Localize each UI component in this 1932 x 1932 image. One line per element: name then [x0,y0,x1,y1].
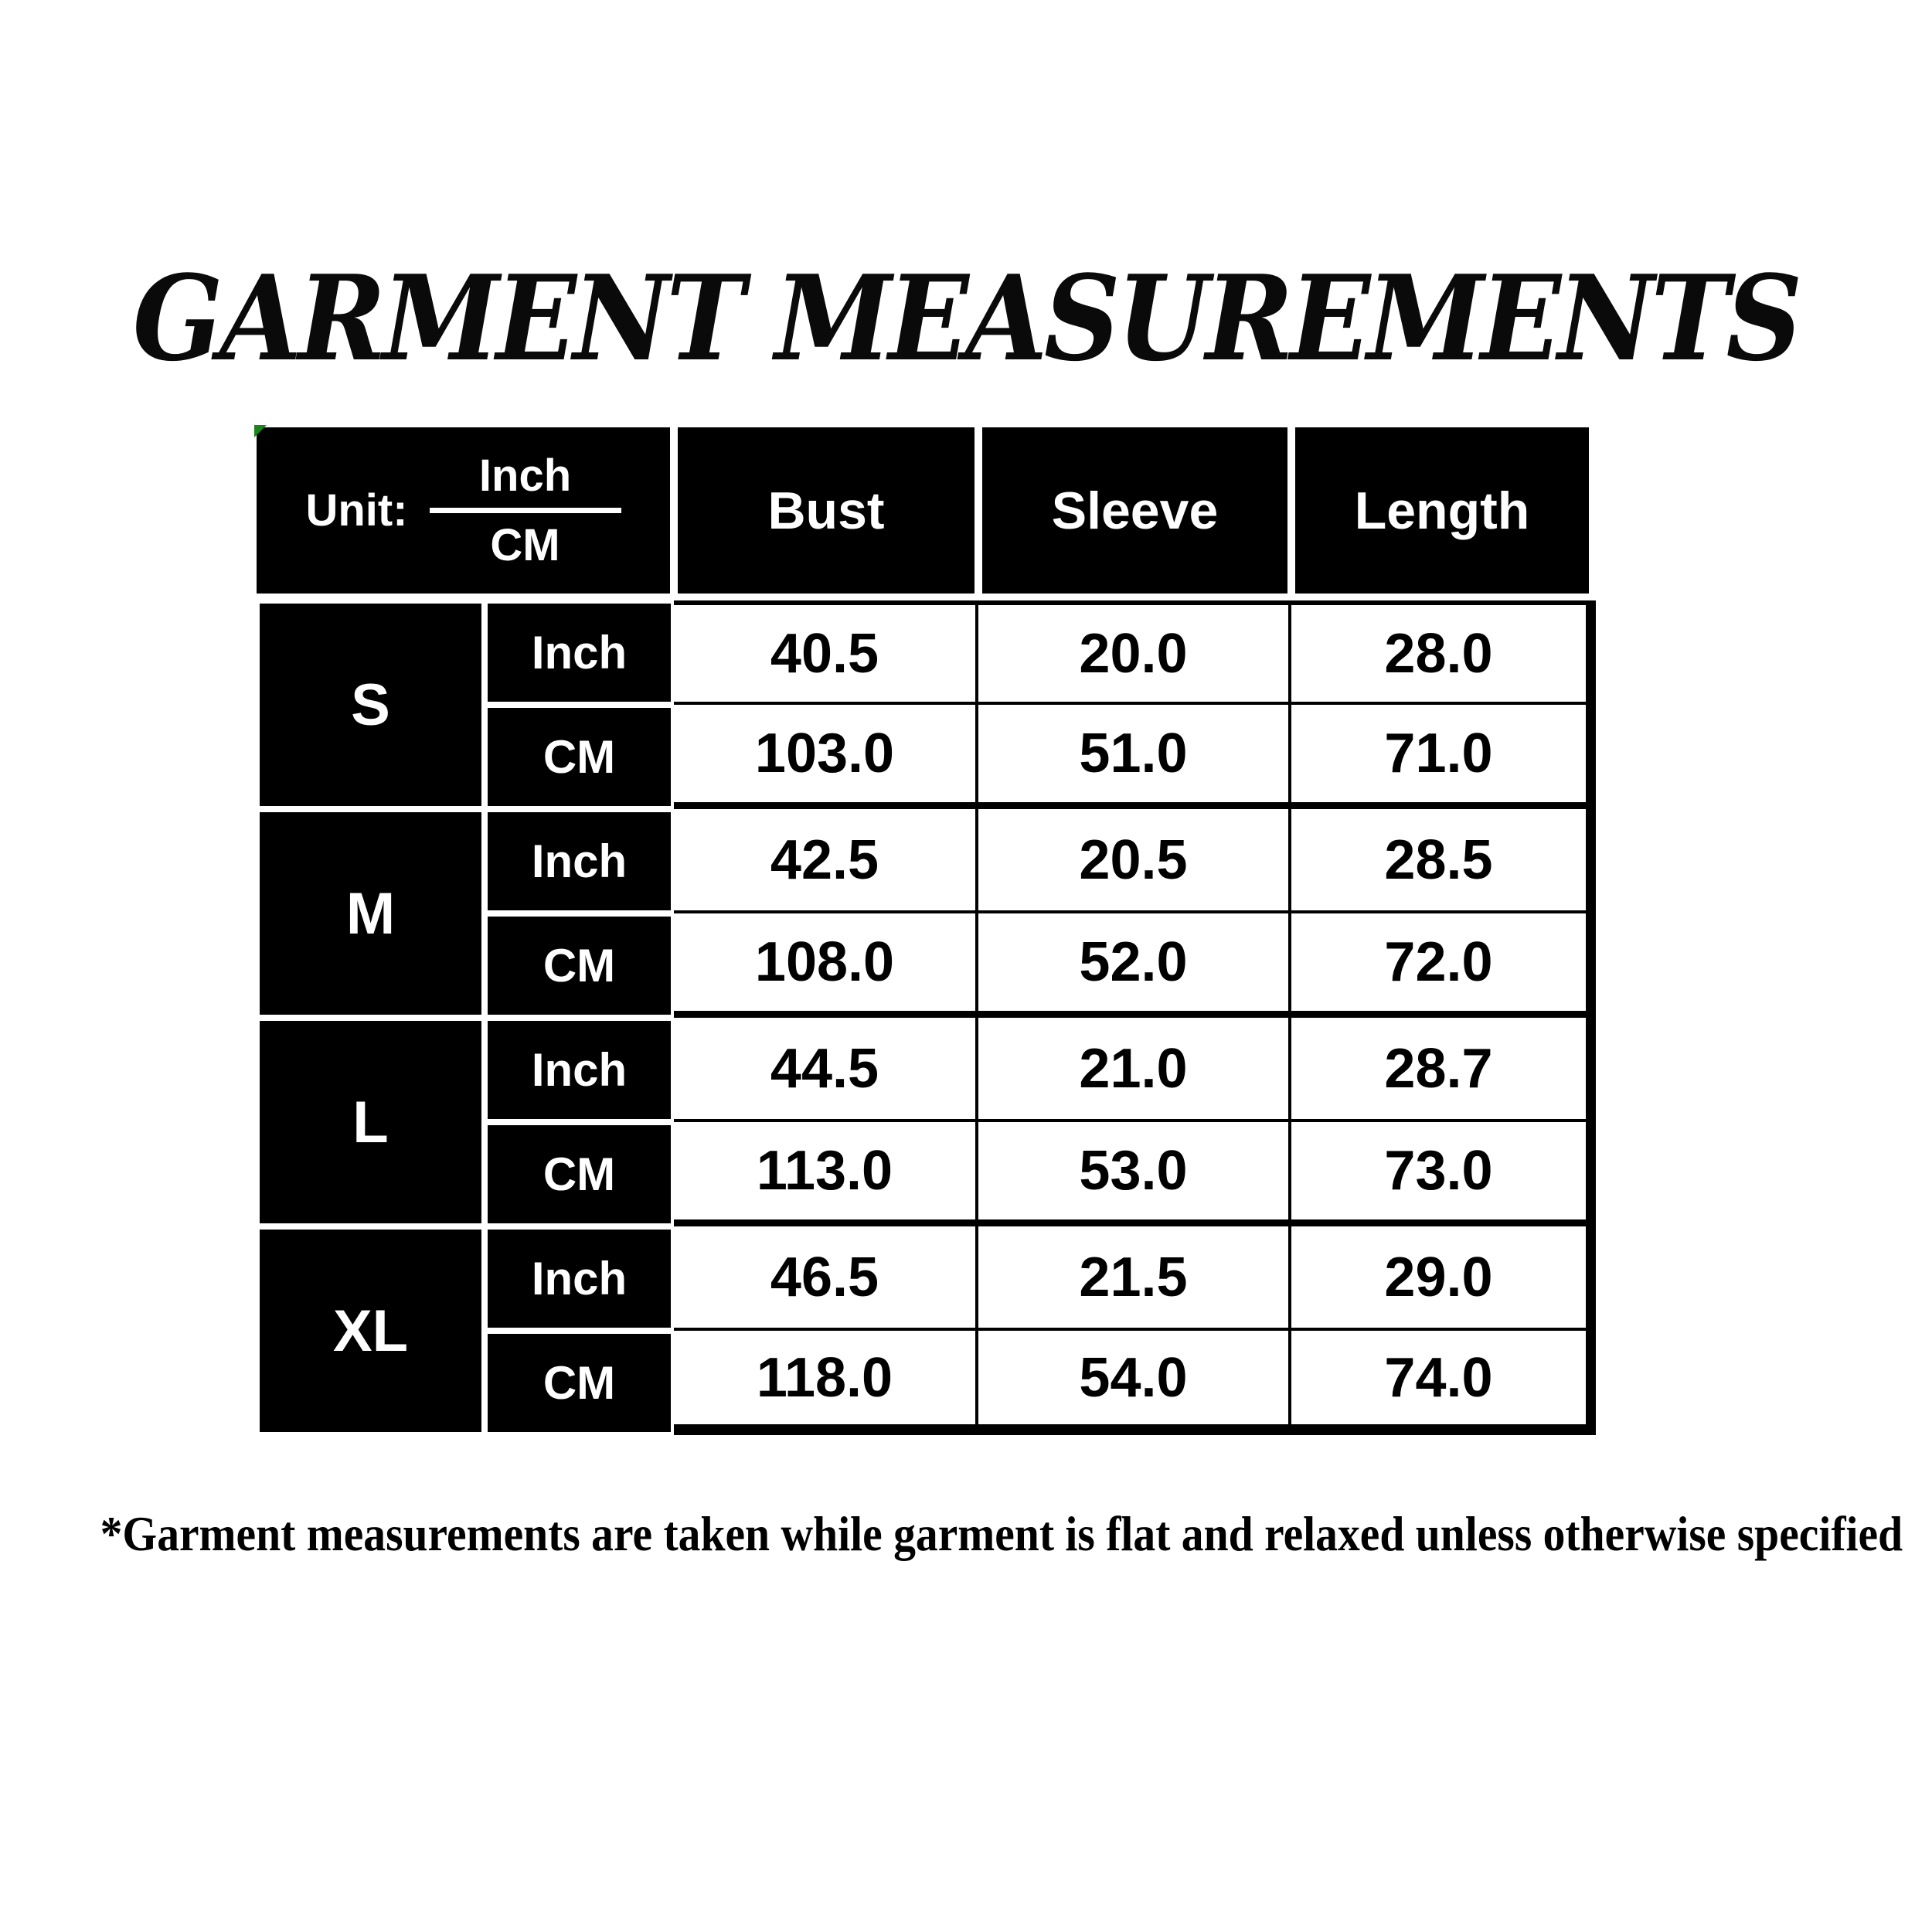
unit-header-cell [257,427,670,594]
value-xl-inch-length: 29.0 [1291,1226,1596,1331]
unit-fraction [430,450,621,571]
value-m-inch-bust: 42.5 [674,809,978,913]
value-m-inch-sleeve: 20.5 [978,809,1291,913]
value-s-inch-bust: 40.5 [674,600,978,705]
column-header-bust: Bust [678,427,975,594]
value-l-cm-sleeve: 53.0 [978,1122,1291,1226]
value-xl-inch-bust: 46.5 [674,1226,978,1331]
size-cell-s: S [260,604,481,806]
row-unit-cm: CM [488,708,671,806]
column-header-sleeve: Sleeve [982,427,1287,594]
value-m-cm-bust: 108.0 [674,913,978,1018]
unit-label: Unit: [305,485,408,536]
row-unit-inch: Inch [488,812,671,910]
row-unit-cm: CM [488,1334,671,1432]
value-s-cm-length: 71.0 [1291,705,1596,809]
size-cell-xl: XL [260,1230,481,1432]
fraction-divider [430,508,621,513]
value-l-inch-bust: 44.5 [674,1018,978,1122]
row-unit-inch: Inch [488,1021,671,1119]
unit-inch-label: Inch [478,451,572,501]
page-title-row [0,249,1932,387]
value-xl-cm-bust: 118.0 [674,1331,978,1435]
value-xl-cm-sleeve: 54.0 [978,1331,1291,1435]
value-s-cm-bust: 103.0 [674,705,978,809]
value-m-cm-length: 72.0 [1291,913,1596,1018]
row-unit-cm: CM [488,1125,671,1223]
unit-cm-label: CM [490,520,560,570]
value-s-cm-sleeve: 51.0 [978,705,1291,809]
footnote-row [0,1505,1932,1563]
value-s-inch-length: 28.0 [1291,600,1596,705]
value-m-inch-length: 28.5 [1291,809,1596,913]
size-cell-l: L [260,1021,481,1223]
value-m-cm-sleeve: 52.0 [978,913,1291,1018]
value-l-inch-length: 28.7 [1291,1018,1596,1122]
excel-corner-marker-icon [254,425,267,437]
value-xl-cm-length: 74.0 [1291,1331,1596,1435]
value-xl-inch-sleeve: 21.5 [978,1226,1291,1331]
garment-measurements-table [257,427,1596,1435]
row-unit-inch: Inch [488,604,671,702]
row-unit-cm: CM [488,917,671,1015]
value-s-inch-sleeve: 20.0 [978,600,1291,705]
row-unit-inch: Inch [488,1230,671,1328]
footnote-text: *Garment measurements are taken while garment is flat and relaxed unless otherwise specified [100,1506,1903,1561]
column-header-length: Length [1295,427,1589,594]
page-title: GARMENT MEASUREMENTS [132,249,1800,387]
value-l-cm-bust: 113.0 [674,1122,978,1226]
size-cell-m: M [260,812,481,1015]
value-l-inch-sleeve: 21.0 [978,1018,1291,1122]
value-l-cm-length: 73.0 [1291,1122,1596,1226]
